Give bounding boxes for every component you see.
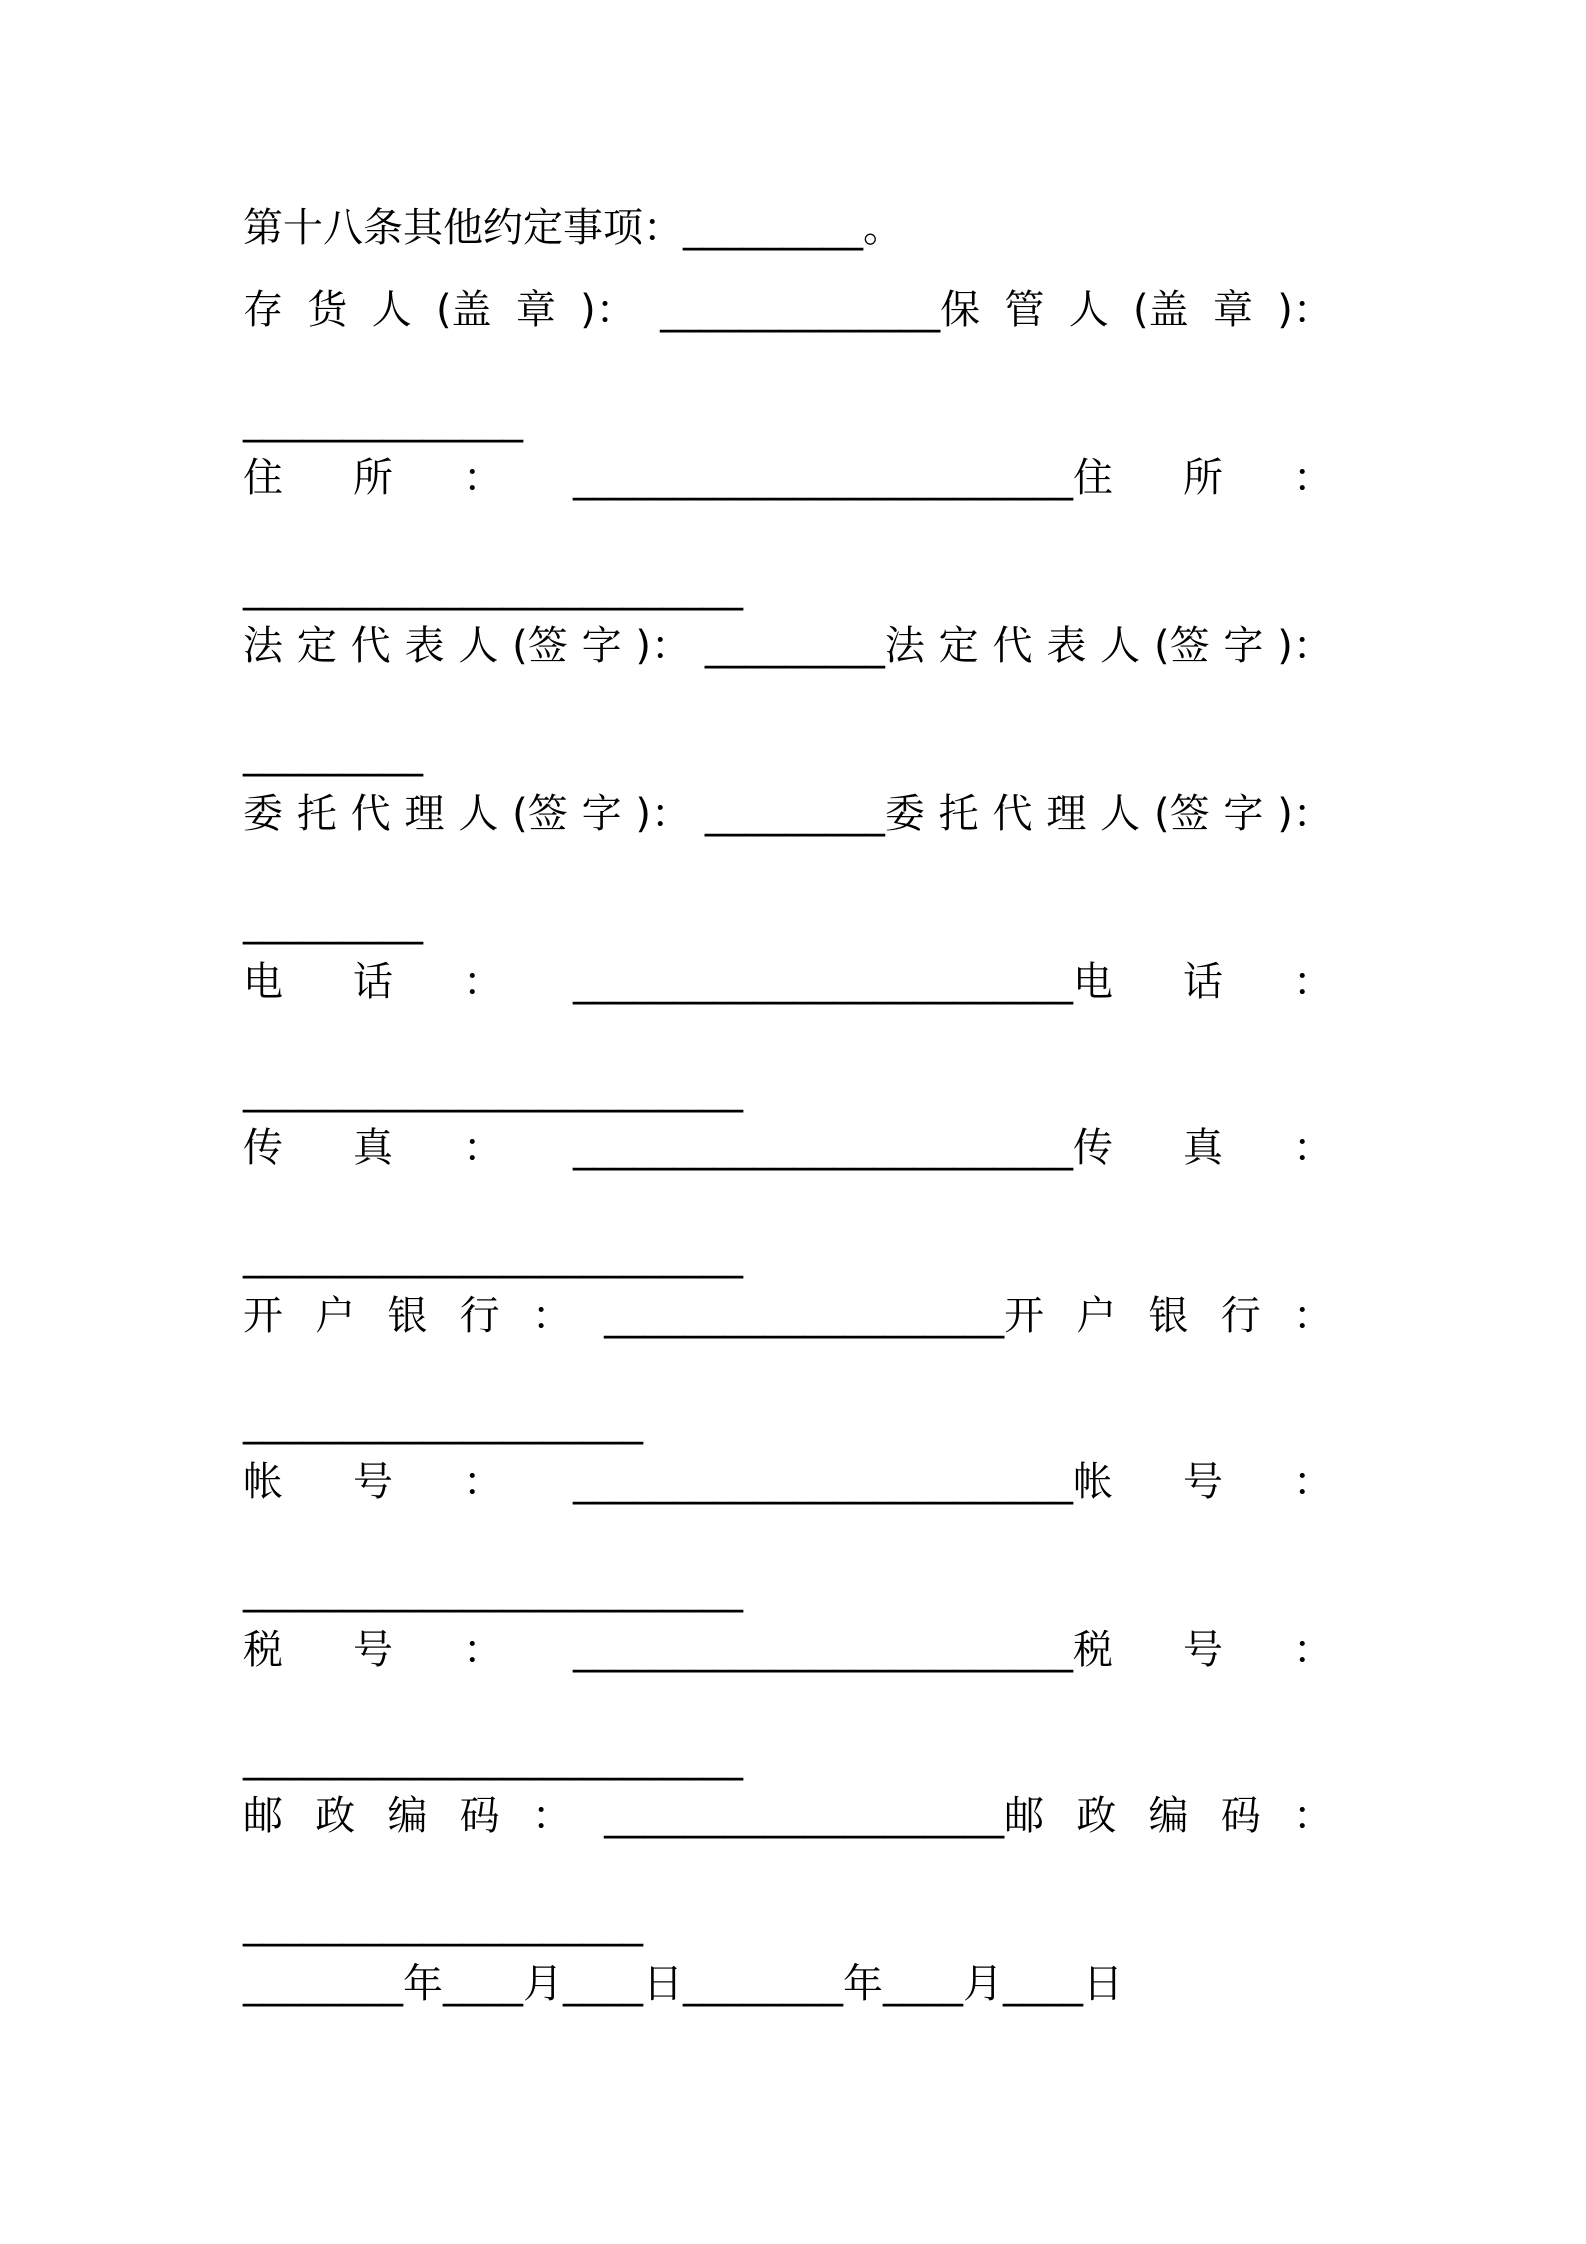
blank-continuation: _________________________ [243, 1735, 743, 1781]
row-token: 码 [1220, 1793, 1261, 1839]
bank-line [243, 1286, 1333, 1346]
phone-line [243, 952, 1333, 1012]
row-token: ： [463, 1125, 503, 1171]
row-token: ： [531, 1293, 572, 1339]
row-token: 电 [243, 959, 283, 1005]
row-token: (签 [1153, 791, 1210, 837]
row-token: (盖 [1133, 287, 1189, 333]
row-token: 字 [581, 623, 622, 669]
row-token: 托 [938, 791, 979, 837]
fax-line [243, 1118, 1333, 1178]
row-token: 银 [1148, 1293, 1189, 1339]
row-token: 号 [353, 1459, 393, 1505]
row-token: 邮 [243, 1793, 283, 1839]
blank-continuation: _________________________ [243, 1067, 743, 1113]
row-token: 代 [992, 623, 1033, 669]
account-blank [243, 1560, 1333, 1620]
row-token: ： [463, 455, 503, 501]
row-token: 行 [459, 1293, 500, 1339]
row-token: ： [463, 1627, 503, 1673]
row-token: ： [1293, 959, 1333, 1005]
blank-continuation: _________________________ [243, 1233, 743, 1279]
row-token: 法 [243, 623, 283, 669]
row-token: 话 [353, 959, 393, 1005]
authorized-agent-blank [243, 892, 1333, 952]
row-token: ______________保 [660, 287, 981, 333]
row-token: _________法 [704, 623, 925, 669]
row-token: 号 [1183, 1459, 1223, 1505]
row-token: 代 [350, 623, 391, 669]
row-token: ： [1292, 1793, 1333, 1839]
custodian-seal-blank [243, 390, 1333, 450]
blank-continuation: _________ [243, 731, 423, 777]
row-token: 住 [243, 455, 283, 501]
row-token: 编 [387, 1793, 428, 1839]
address-line [243, 448, 1333, 508]
row-token: 政 [315, 1793, 356, 1839]
blank-continuation: ____________________ [243, 1399, 643, 1445]
row-token: 代 [350, 791, 391, 837]
authorized-agent-line [243, 784, 1333, 844]
blank-continuation: ______________ [243, 397, 523, 443]
date-text: ________年____月____日________年____月____日 [243, 1961, 1123, 2007]
phone-blank [243, 1060, 1333, 1120]
row-token: _________________________住 [573, 455, 1113, 501]
row-token: 码 [459, 1793, 500, 1839]
blank-continuation: _________ [243, 899, 423, 945]
row-token: )： [580, 287, 636, 333]
row-token: ： [463, 1459, 503, 1505]
row-token: (签 [1153, 623, 1210, 669]
row-token: ： [463, 959, 503, 1005]
row-token: 帐 [243, 1459, 283, 1505]
row-token: 户 [315, 1293, 356, 1339]
row-token: 存 [243, 287, 283, 333]
legal-representative-line [243, 616, 1333, 676]
row-token: (签 [512, 791, 568, 837]
row-token: 人 [1068, 287, 1109, 333]
blank-continuation: _________________________ [243, 1567, 743, 1613]
row-token: 定 [296, 623, 337, 669]
tax-id-line [243, 1620, 1333, 1680]
row-token: 人 [1100, 791, 1141, 837]
row-token: ： [1293, 1459, 1333, 1505]
address-blank [243, 558, 1333, 618]
row-token: (盖 [435, 287, 492, 333]
row-token: 定 [938, 623, 979, 669]
row-token: )： [635, 791, 692, 837]
row-token: 所 [353, 455, 393, 501]
row-token: )： [1277, 791, 1333, 837]
row-token: 政 [1076, 1793, 1117, 1839]
row-token: 银 [387, 1293, 428, 1339]
date-line [243, 1954, 1333, 2014]
legal-representative-blank [243, 724, 1333, 784]
row-token: 表 [1046, 623, 1087, 669]
article-18-line [243, 198, 1333, 258]
row-token: 号 [1183, 1627, 1223, 1673]
row-token: 税 [243, 1627, 283, 1673]
row-token: 开 [243, 1293, 283, 1339]
row-token: 人 [1100, 623, 1141, 669]
row-token: ： [1293, 455, 1333, 501]
row-token: 字 [581, 791, 622, 837]
row-token: _________________________税 [573, 1627, 1113, 1673]
blank-continuation: _________________________ [243, 565, 743, 611]
row-token: 人 [458, 623, 499, 669]
row-token: 理 [1046, 791, 1087, 837]
row-token: 户 [1076, 1293, 1117, 1339]
row-token: 编 [1148, 1793, 1189, 1839]
row-token: 号 [353, 1627, 393, 1673]
row-token: 话 [1183, 959, 1223, 1005]
depositor-custodian-seal-line [243, 280, 1333, 340]
row-token: ____________________开 [604, 1293, 1045, 1339]
row-token: 货 [307, 287, 348, 333]
bank-blank [243, 1392, 1333, 1452]
article-18-text: 第十八条其他约定事项：_________。 [243, 205, 903, 251]
row-token: _________________________传 [573, 1125, 1113, 1171]
row-token: 委 [243, 791, 283, 837]
row-token: _________________________电 [573, 959, 1113, 1005]
fax-blank [243, 1226, 1333, 1286]
row-token: 章 [515, 287, 556, 333]
row-token: 托 [296, 791, 337, 837]
postal-code-line [243, 1786, 1333, 1846]
row-token: 真 [353, 1125, 393, 1171]
row-token: _________委 [704, 791, 925, 837]
row-token: (签 [512, 623, 568, 669]
row-token: 管 [1004, 287, 1045, 333]
row-token: 真 [1183, 1125, 1223, 1171]
row-token: )： [1277, 287, 1333, 333]
row-token: ____________________邮 [604, 1793, 1045, 1839]
row-token: )： [1277, 623, 1333, 669]
row-token: 表 [404, 623, 445, 669]
row-token: 字 [1223, 623, 1264, 669]
row-token: 所 [1183, 455, 1223, 501]
row-token: 人 [458, 791, 499, 837]
account-line [243, 1452, 1333, 1512]
blank-continuation: ____________________ [243, 1901, 643, 1947]
tax-id-blank [243, 1728, 1333, 1788]
row-token: )： [635, 623, 692, 669]
row-token: 代 [992, 791, 1033, 837]
row-token: 传 [243, 1125, 283, 1171]
postal-code-blank [243, 1894, 1333, 1954]
row-token: 字 [1223, 791, 1264, 837]
row-token: 人 [371, 287, 412, 333]
row-token: ： [1293, 1627, 1333, 1673]
row-token: ： [1293, 1125, 1333, 1171]
row-token: 理 [404, 791, 445, 837]
row-token: 行 [1220, 1293, 1261, 1339]
row-token: ： [1292, 1293, 1333, 1339]
row-token: ： [531, 1793, 572, 1839]
row-token: 章 [1212, 287, 1253, 333]
row-token: _________________________帐 [573, 1459, 1113, 1505]
